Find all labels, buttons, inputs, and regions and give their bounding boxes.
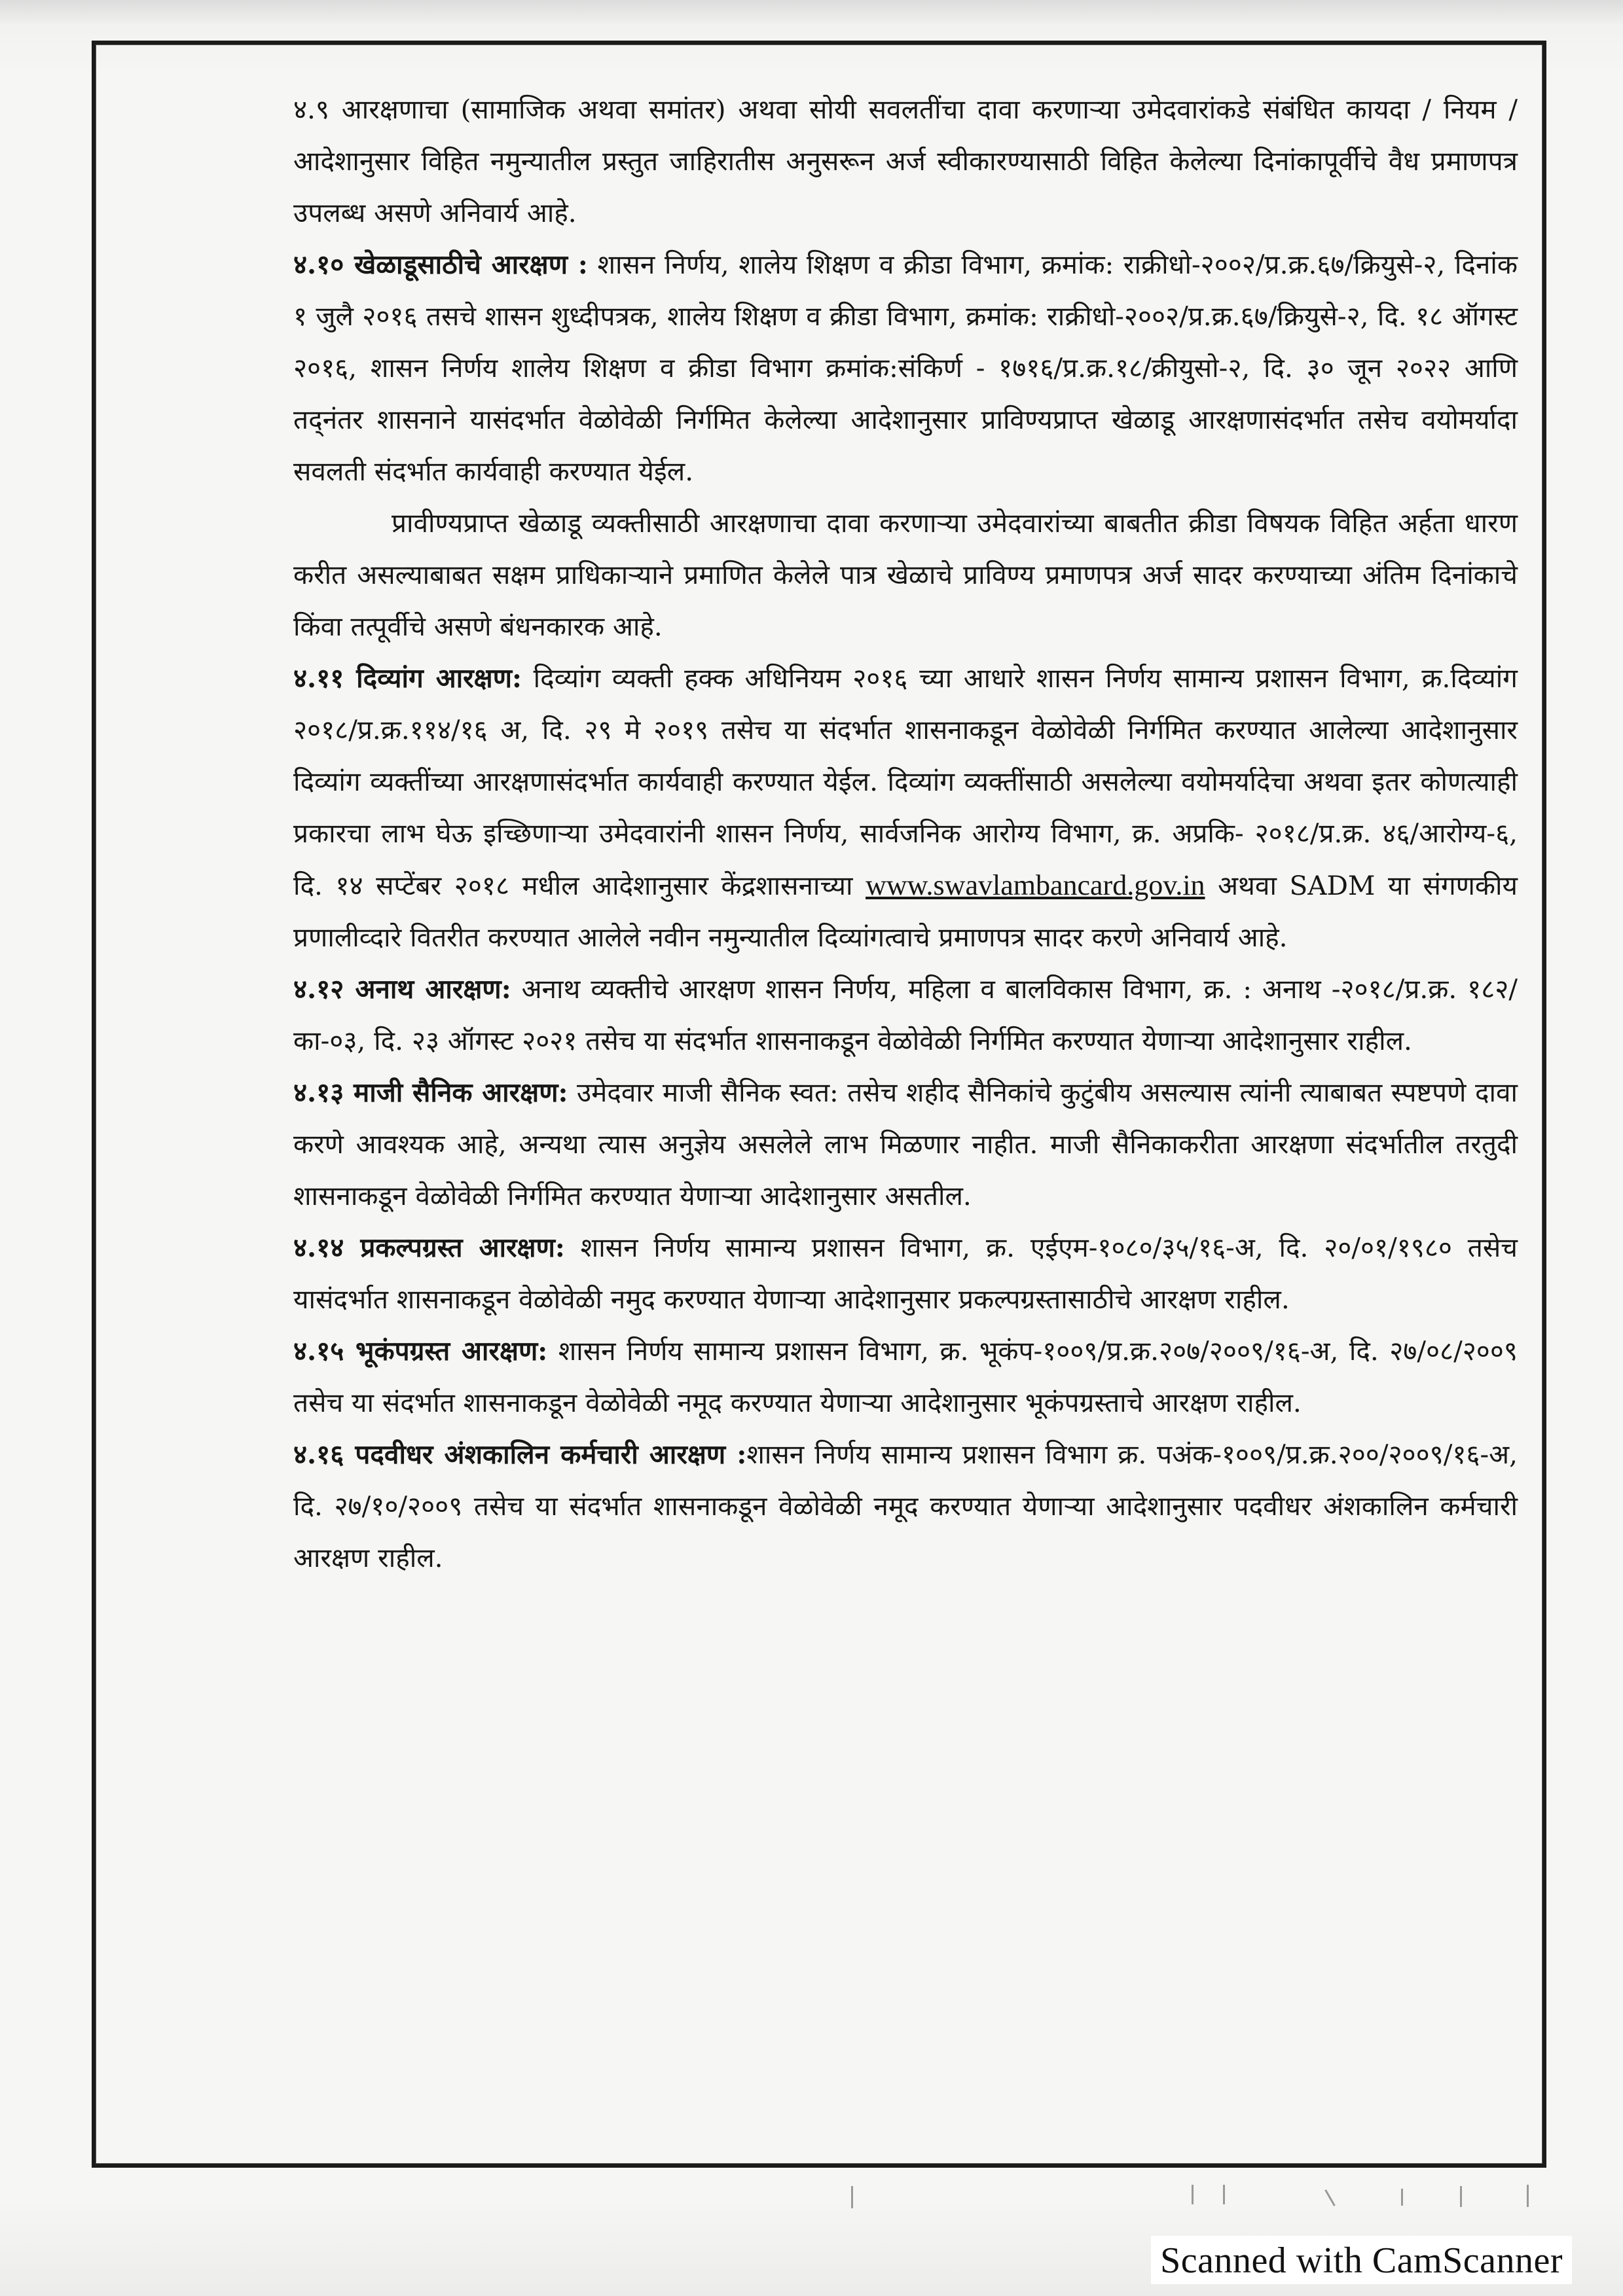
clause-4-15-text: शासन निर्णय सामान्य प्रशासन विभाग, क्र. भूकंप-१००९/प्र.क्र.२०७/२००९/१६-अ, दि. २७/०८/२००९ तसेच या संदर्भात शासनाकडून वेळोवेळी नमूद करण्यात येणाऱ्या आदेशानुसार भूकंपग्रस्ताचे आरक्षण राहील.: [293, 1335, 1518, 1418]
clause-4-15: [293, 1325, 1518, 1429]
camscanner-watermark: Scanned with CamScanner: [1151, 2236, 1572, 2284]
clause-4-10-paragraph-2-text: प्रावीण्यप्राप्त खेळाडू व्यक्तीसाठी आरक्षणाचा दावा करणाऱ्या उमेदवारांच्या बाबतीत क्रीडा विषयक विहित अर्हता धारण करीत असल्याबाबत सक्षम प्राधिकाऱ्याने प्रमाणित केलेले पात्र खेळाचे प्राविण्य प्रमाणपत्र अर्ज सादर करण्याच्या अंतिम दिनांकाचे किंवा तत्पूर्वीचे असणे बंधनकारक आहे.: [293, 507, 1518, 642]
clause-4-12: [293, 963, 1518, 1067]
swavlambancard-link[interactable]: www.swavlambancard.gov.in: [866, 869, 1205, 901]
clause-4-9: [293, 84, 1518, 239]
clause-4-13: [293, 1067, 1518, 1222]
clause-4-11: [293, 653, 1518, 963]
clause-4-11-heading: ४.११ दिव्यांग आरक्षण:: [293, 662, 522, 694]
clause-4-14-text: शासन निर्णय सामान्य प्रशासन विभाग, क्र. एईएम-१०८०/३५/१६-अ, दि. २०/०१/१९८० तसेच यासंदर्भात शासनाकडून वेळोवेळी नमुद करण्यात येणाऱ्या आदेशानुसार प्रकल्पग्रस्तासाठीचे आरक्षण राहील.: [293, 1232, 1518, 1315]
clause-4-16-heading: ४.१६ पदवीधर अंशकालिन कर्मचारी आरक्षण :: [293, 1439, 747, 1470]
scan-mark: [1324, 2189, 1336, 2206]
clause-4-14-heading: ४.१४ प्रकल्पग्रस्त आरक्षण:: [293, 1232, 565, 1263]
scan-mark: [1192, 2185, 1194, 2204]
clause-4-15-heading: ४.१५ भूकंपग्रस्त आरक्षण:: [293, 1335, 548, 1367]
scan-artifacts: [0, 2179, 1623, 2238]
clause-4-12-heading: ४.१२ अनाथ आरक्षण:: [293, 973, 511, 1005]
scan-mark: [1223, 2185, 1225, 2204]
clause-4-10-paragraph-2: [293, 497, 1518, 653]
clause-4-11-text-after: अथवा SADM या संगणकीय प्रणालीव्दारे वितरीत करण्यात आलेले नवीन नमुन्यातील दिव्यांगत्वाचे प्रमाणपत्र सादर करणे अनिवार्य आहे.: [293, 870, 1518, 953]
clause-4-13-text: उमेदवार माजी सैनिक स्वत: तसेच शहीद सैनिकांचे कुटुंबीय असल्यास त्यांनी त्याबाबत स्पष्टपणे दावा करणे आवश्यक आहे, अन्यथा त्यास अनुज्ञेय असलेले लाभ मिळणार नाहीत. माजी सैनिकाकरीता आरक्षणा संदर्भातील तरतुदी शासनाकडून वेळोवेळी निर्गमित करण्यात येणाऱ्या आदेशानुसार असतील.: [293, 1077, 1518, 1211]
clause-4-11-text: दिव्यांग व्यक्ती हक्क अधिनियम २०१६ च्या आधारे शासन निर्णय सामान्य प्रशासन विभाग, क्र.दिव्यांग २०१८/प्र.क्र.११४/१६ अ, दि. २९ मे २०१९ तसेच या संदर्भात शासनाकडून वेळोवेळी निर्गमित करण्यात आलेल्या आदेशानुसार दिव्यांग व्यक्तींच्या आरक्षणासंदर्भात कार्यवाही करण्यात येईल. दिव्यांग व्यक्तींसाठी असलेल्या वयोमर्यादेचा अथवा इतर कोणत्याही प्रकारचा लाभ घेऊ इच्छिणाऱ्या उमेदवारांनी शासन निर्णय, सार्वजनिक आरोग्य विभाग, क्र. अप्रकि- २०१८/प्र.क्र. ४६/आरोग्य-६, दि. १४ सप्टेंबर २०१८ मधील आदेशानुसार केंद्रशासनाच्या: [293, 662, 1518, 901]
document-body: [293, 84, 1518, 1584]
scan-mark: [1460, 2186, 1462, 2207]
scan-mark: [851, 2186, 853, 2208]
scan-mark: [1401, 2189, 1403, 2206]
clause-4-10-heading: ४.१० खेळाडूसाठीचे आरक्षण :: [293, 249, 588, 280]
clause-4-10-text: शासन निर्णय, शालेय शिक्षण व क्रीडा विभाग, क्रमांक: राक्रीधो-२००२/प्र.क्र.६७/क्रियुसे-२, दिनांक १ जुलै २०१६ तसचे शासन शुध्दीपत्रक, शालेय शिक्षण व क्रीडा विभाग, क्रमांक: राक्रीधो-२००२/प्र.क्र.६७/क्रियुसे-२, दि. १८ ऑगस्ट २०१६, शासन निर्णय शालेय शिक्षण व क्रीडा विभाग क्रमांक:संकिर्ण - १७१६/प्र.क्र.१८/क्रीयुसो-२, दि. ३० जून २०२२ आणि तद्नंतर शासनाने यासंदर्भात वेळोवेळी निर्गमित केलेल्या आदेशानुसार प्राविण्यप्राप्त खेळाडू आरक्षणासंदर्भात तसेच वयोमर्यादा सवलती संदर्भात कार्यवाही करण्यात येईल.: [293, 249, 1518, 487]
clause-4-12-text: अनाथ व्यक्तीचे आरक्षण शासन निर्णय, महिला व बालविकास विभाग, क्र. : अनाथ -२०१८/प्र.क्र. १८२/का-०३, दि. २३ ऑगस्ट २०२१ तसेच या संदर्भात शासनाकडून वेळोवेळी निर्गमित करण्यात येणाऱ्या आदेशानुसार राहील.: [293, 973, 1518, 1056]
scan-mark: [1527, 2185, 1529, 2207]
clause-4-16-text: शासन निर्णय सामान्य प्रशासन विभाग क्र. पअंक-१००९/प्र.क्र.२००/२००९/१६-अ, दि. २७/१०/२००९ तसेच या संदर्भात शासनाकडून वेळोवेळी नमूद करण्यात येणाऱ्या आदेशानुसार पदवीधर अंशकालिन कर्मचारी आरक्षण राहील.: [293, 1439, 1518, 1573]
clause-4-16: [293, 1429, 1518, 1584]
clause-4-14: [293, 1222, 1518, 1325]
clause-4-9-text: ४.९ आरक्षणाचा (सामाजिक अथवा समांतर) अथवा सोयी सवलतींचा दावा करणाऱ्या उमेदवारांकडे संबंधित कायदा / नियम / आदेशानुसार विहित नमुन्यातील प्रस्तुत जाहिरातीस अनुसरून अर्ज स्वीकारण्यासाठी विहित केलेल्या दिनांकापूर्वीचे वैध प्रमाणपत्र उपलब्ध असणे अनिवार्य आहे.: [293, 94, 1518, 228]
clause-4-10: [293, 239, 1518, 497]
clause-4-13-heading: ४.१३ माजी सैनिक आरक्षण:: [293, 1077, 568, 1108]
